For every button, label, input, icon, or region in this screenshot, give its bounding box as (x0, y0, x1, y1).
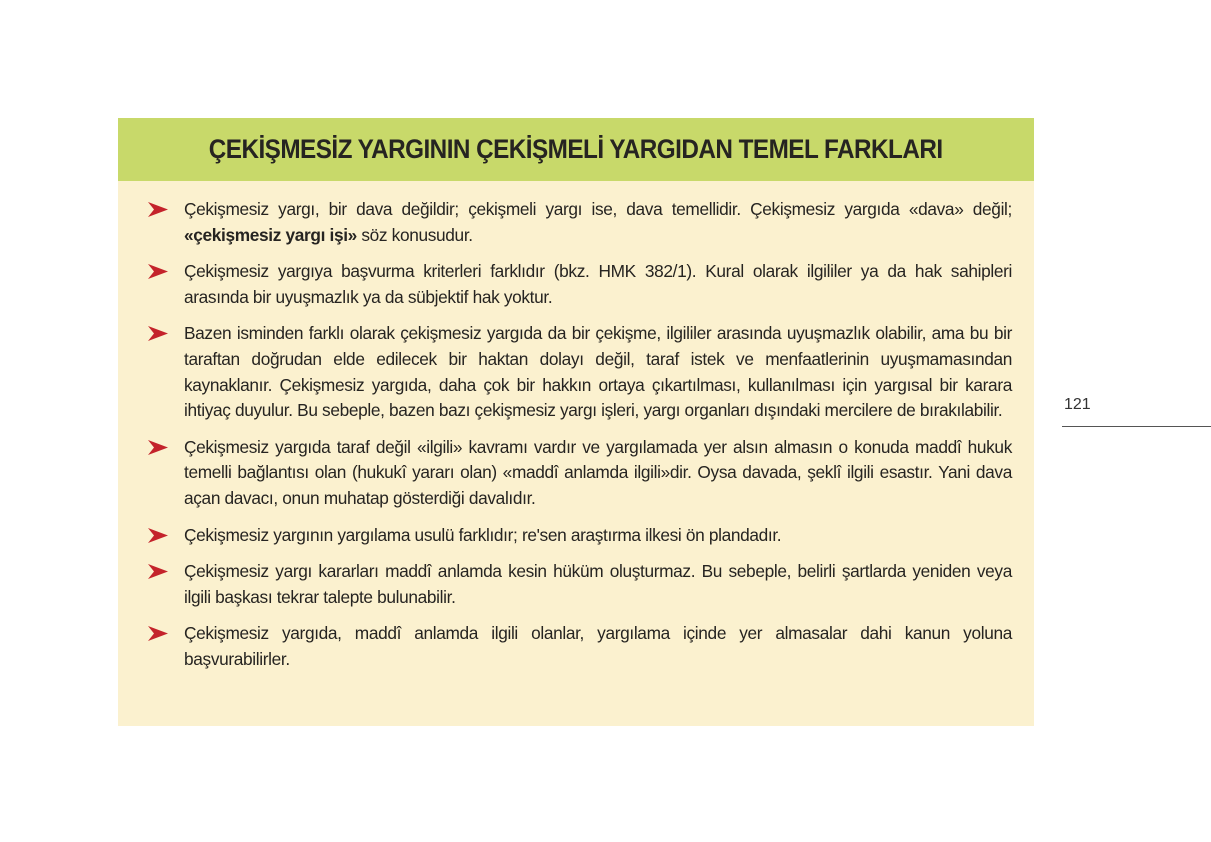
box-header (118, 118, 1034, 181)
list-item-text: Çekişmesiz yargının yargılama usulü farklıdır; re'sen araştırma ilkesi ön plandadır. (184, 524, 782, 545)
info-box (118, 118, 1034, 726)
arrowhead-icon (148, 626, 168, 641)
page-number: 121 (1064, 396, 1091, 413)
arrowhead-icon (148, 564, 168, 579)
list-item (148, 435, 1012, 512)
page-number-rule (1062, 426, 1211, 427)
arrowhead-icon (148, 528, 168, 543)
box-title: ÇEKİŞMESİZ YARGININ ÇEKİŞMELİ YARGIDAN TEMEL FARKLARI (209, 134, 943, 164)
list-item-bold-term: «çekişmesiz yargı işi» (184, 224, 357, 245)
difference-list (118, 181, 1034, 673)
list-item (148, 321, 1012, 423)
list-item (148, 197, 1012, 248)
list-item-text: Çekişmesiz yargı kararları maddî anlamda kesin hüküm oluşturmaz. Bu sebeple, belirli şartlarda yeniden veya ilgili başkası tekrar talepte bulunabilir. (184, 561, 1012, 607)
list-item (148, 523, 1012, 549)
list-item-text: Çekişmesiz yargıya başvurma kriterleri farklıdır (bkz. HMK 382/1). Kural olarak ilgililer ya da hak sahipleri arasında bir uyuşmazlık ya da sübjektif hak yoktur. (184, 261, 1012, 307)
list-item-text: Çekişmesiz yargıda, maddî anlamda ilgili olanlar, yargılama içinde yer almasalar dahi kanun yoluna başvurabilirler. (184, 623, 1012, 669)
arrowhead-icon (148, 264, 168, 279)
list-item-text: Bazen isminden farklı olarak çekişmesiz yargıda da bir çekişme, ilgililer arasında uyuşmazlık olabilir, ama bu bir taraftan doğrudan elde edilecek bir haktan dolayı değil, taraf istek ve menfaatlerinin uyuşmamasından kaynaklanır. Çekişmesiz yargıda, daha çok bir hakkın ortaya çıkartılması, kullanılması için yargısal bir karara ihtiyaç duyulur. Bu sebeple, bazen bazı çekişmesiz yargı işleri, yargı organları dışındaki mercilere de bırakılabilir. (184, 323, 1012, 421)
list-item-text-part: söz konusudur. (356, 224, 473, 245)
list-item-text (184, 197, 1012, 248)
arrowhead-icon (148, 440, 168, 455)
list-item (148, 559, 1012, 610)
list-item-text: Çekişmesiz yargıda taraf değil «ilgili» kavramı vardır ve yargılamada yer alsın almasın o konuda maddî hukuk temelli bağlantısı olan (hukukî yararı olan) «maddî anlamda ilgili»dir. Oysa davada, şeklî ilgili esastır. Yani dava açan davacı, onun muhatap gösterdiği davalıdır. (184, 436, 1012, 508)
list-item-text-part: Çekişmesiz yargı, bir dava değildir; çekişmeli yargı ise, dava temellidir. Çekişmesiz yargıda «dava» değil; (184, 199, 1012, 219)
list-item (148, 621, 1012, 672)
list-item (148, 259, 1012, 310)
arrowhead-icon (148, 326, 168, 341)
arrowhead-icon (148, 202, 168, 217)
